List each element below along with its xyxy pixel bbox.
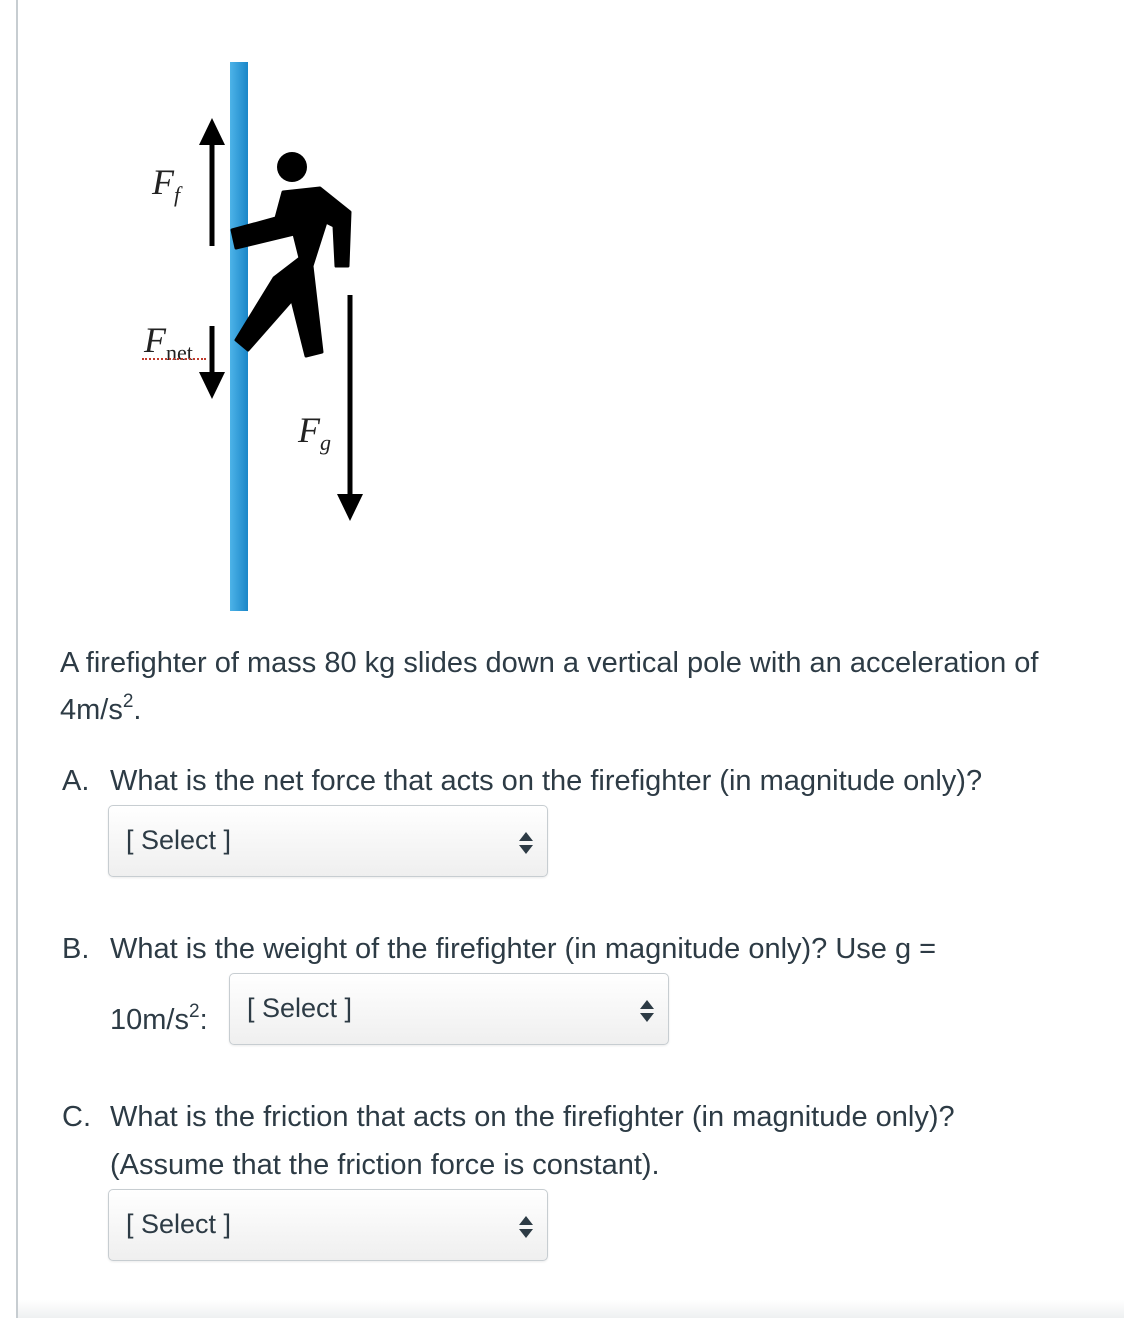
gravity-force-label: $F_g$	[298, 410, 331, 455]
question-c-select[interactable]	[108, 1189, 548, 1261]
select-updown-icon	[640, 1000, 654, 1022]
question-a-select[interactable]	[108, 805, 548, 877]
friction-arrow	[199, 118, 225, 246]
problem-statement: A firefighter of mass 80 kg slides down a vertical pole with an acceleration of $4m/s^2$.	[60, 647, 1039, 726]
firefighter-figure-icon	[232, 152, 350, 356]
question-c	[62, 1093, 955, 1141]
question-b-letter: B.	[62, 933, 90, 965]
question-a-letter: A.	[62, 765, 90, 797]
spellcheck-underline	[142, 358, 206, 360]
question-b-line2: $10m/s^2$:	[110, 1001, 208, 1036]
question-c-text: What is the friction that acts on the firefighter (in magnitude only)?	[110, 1101, 955, 1133]
gravity-arrow	[337, 295, 363, 521]
select-updown-icon	[519, 1216, 533, 1238]
question-a-text: What is the net force that acts on the firefighter (in magnitude only)?	[110, 765, 983, 797]
question-b-select[interactable]	[229, 973, 669, 1045]
friction-force-label: $F_f$	[152, 162, 181, 207]
firefighter-diagram	[0, 0, 1124, 640]
question-c-letter: C.	[62, 1101, 91, 1133]
page-bottom-fade	[18, 1300, 1124, 1318]
question-c-line2: (Assume that the friction force is constant).	[110, 1149, 660, 1181]
net-force-arrow	[199, 326, 225, 399]
question-c-select-value: [ Select ]	[126, 1209, 232, 1239]
question-b	[62, 925, 936, 973]
question-b-text: What is the weight of the firefighter (in magnitude only)? Use g =	[110, 933, 937, 965]
question-b-select-value: [ Select ]	[247, 993, 353, 1023]
net-force-label: $F_{net}$	[144, 320, 193, 365]
question-a-select-value: [ Select ]	[126, 825, 232, 855]
select-updown-icon	[519, 832, 533, 854]
question-a	[62, 757, 982, 805]
